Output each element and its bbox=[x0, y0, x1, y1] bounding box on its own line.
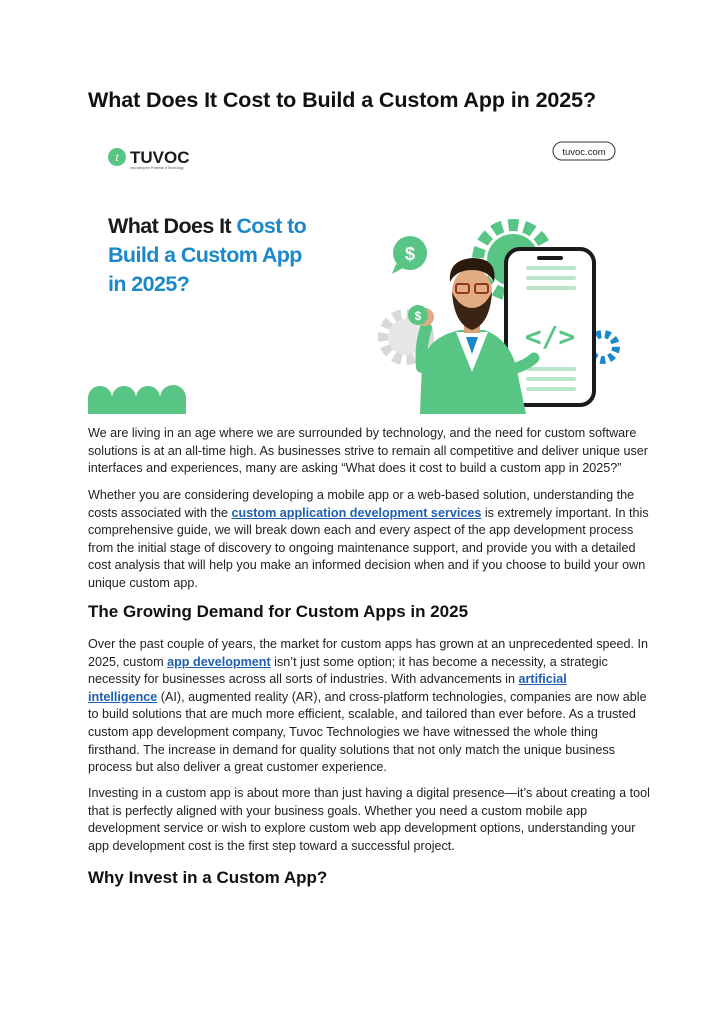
hero-headline-blue: Cost to bbox=[236, 214, 307, 238]
intro-paragraph-1 bbox=[88, 425, 649, 478]
text-line: Over the past couple of years, the market for custom apps has grown at an unprecedented speed. In bbox=[88, 637, 649, 651]
text-line: development service or wish to explore custom web app development options, understanding your bbox=[88, 821, 636, 836]
site-badge-label: tuvoc.com bbox=[562, 147, 606, 158]
hero-headline-line3: in 2025? bbox=[108, 272, 190, 296]
text-segment: isn’t just some option; it has become a necessity, a strategic bbox=[270, 654, 608, 669]
text-segment: costs associated with the bbox=[88, 505, 232, 520]
custom-application-development-services-link[interactable]: custom application development services bbox=[231, 505, 482, 520]
text-segment: 2025, custom bbox=[88, 654, 168, 669]
text-line: to build solutions that are much more efficient, scalable, and tailored than ever before. As a trusted bbox=[88, 707, 636, 722]
brand-name: TUVOC bbox=[130, 148, 190, 167]
tuvoc-logo-icon bbox=[108, 148, 126, 166]
hero-headline-dark: What Does It bbox=[108, 214, 237, 238]
intro-paragraph-2 bbox=[88, 487, 649, 593]
brand-tagline: Innovating the Potential of Technology bbox=[130, 166, 184, 170]
text-line bbox=[88, 654, 636, 672]
text-line: from the initial stage of discovery to ongoing maintenance support, and provide you with a detailed bbox=[88, 540, 636, 555]
text-line: custom app development company, Tuvoc Technologies we have witnessed the whole thing bbox=[88, 724, 598, 739]
text-segment: (AI), augmented reality (AR), and cross-platform technologies, companies are now able bbox=[157, 689, 647, 704]
text-segment: necessity for businesses across all sorts of industries. With advancements in bbox=[88, 672, 519, 687]
text-line: Investing in a custom app is about more than just having a digital presence—it’s about creating a tool bbox=[88, 786, 650, 800]
decorative-wave bbox=[88, 385, 186, 414]
svg-text:t: t bbox=[115, 150, 119, 164]
text-segment: is extremely important. In this bbox=[481, 505, 649, 520]
section-heading-why-invest: Why Invest in a Custom App? bbox=[88, 868, 328, 887]
artificial-intelligence-link[interactable]: artificial bbox=[518, 672, 567, 687]
text-line: comprehensive guide, we will break down each and every aspect of the app development process bbox=[88, 523, 634, 538]
text-line: app development cost is the first step toward a successful project. bbox=[88, 838, 455, 853]
section-heading-growing-demand: The Growing Demand for Custom Apps in 2025 bbox=[88, 602, 469, 621]
hero-headline-line2: Build a Custom App bbox=[108, 243, 302, 267]
hero-banner bbox=[88, 132, 633, 414]
app-development-link[interactable]: app development bbox=[167, 654, 271, 669]
text-line: cost analysis that will help you make an informed decision when and if you choose to build your own bbox=[88, 558, 646, 573]
text-line bbox=[88, 671, 636, 689]
svg-text:$: $ bbox=[414, 309, 422, 323]
text-line: We are living in an age where we are surrounded by technology, and the need for custom software bbox=[88, 426, 637, 440]
text-line: Whether you are considering developing a mobile app or a web-based solution, understanding the bbox=[88, 488, 635, 502]
section1-paragraph-2 bbox=[88, 785, 650, 855]
text-line: solutions is at an all-time high. As businesses strive to remain all competitive and deliver unique user bbox=[88, 443, 649, 458]
svg-text:What Does It Cost to bbox=[108, 214, 307, 238]
page-title: What Does It Cost to Build a Custom App in 2025? bbox=[88, 88, 597, 112]
text-line: process but also deliver a great customer experience. bbox=[88, 760, 387, 775]
code-icon: </> bbox=[524, 320, 576, 353]
text-line: unique custom app. bbox=[88, 575, 198, 590]
dollar-speech-bubble-icon bbox=[392, 236, 427, 274]
text-line: firsthand. The increase in demand for quality solutions that not only match the unique business bbox=[88, 742, 615, 757]
text-line bbox=[88, 505, 649, 523]
text-line: that is perfectly aligned with your business goals. Whether you need a custom mobile app bbox=[88, 803, 588, 818]
text-line bbox=[88, 689, 647, 707]
dollar-symbol: $ bbox=[404, 244, 416, 264]
section1-paragraph-1 bbox=[88, 636, 649, 777]
artificial-intelligence-link-cont[interactable]: intelligence bbox=[88, 689, 158, 704]
text-line: interfaces and experiences, many are asking “What does it cost to build a custom app in 2025?” bbox=[88, 461, 622, 476]
